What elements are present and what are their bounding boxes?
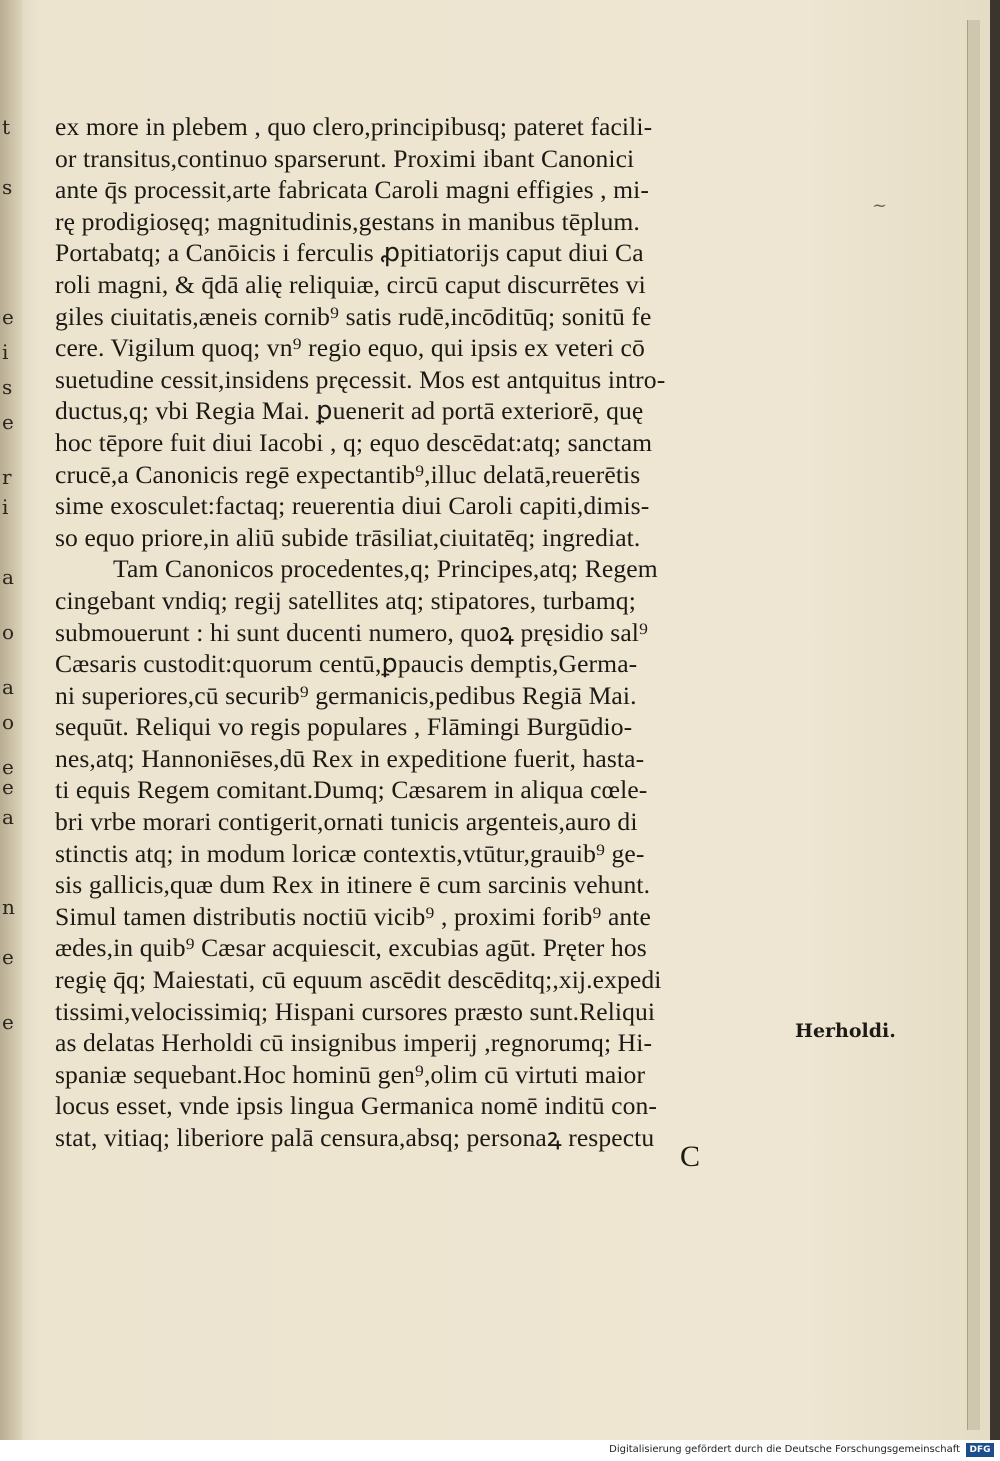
text-line: ductus,q; vbi Regia Mai. ꝑuenerit ad portā exteriorē, quę [55,396,644,426]
text-line: roli magni, & q̄dā alię reliquiæ, circū caput discurrētes vi [55,269,646,299]
text-line: Tam Canonicos procedentes,q; Principes,atq; Regem [113,554,658,584]
text-line: ni superiores,cū securib⁹ germanicis,pedibus Regiā Mai. [55,680,637,710]
gutter-letter: e [2,775,14,799]
gutter-letter: s [2,175,13,199]
text-line: cingebant vndiq; regij satellites atq; stipatores, turbamq; [55,585,636,615]
gutter-letter: s [2,375,13,399]
footer-text: Digitalisierung gefördert durch die Deutsche Forschungsgemeinschaft [609,1444,960,1455]
text-line: submouerunt : hi sunt ducenti numero, quoꝝ pręsidio sal⁹ [55,617,649,647]
gutter-letter: e [2,945,14,969]
dfg-logo: DFG [966,1443,994,1457]
gutter-letter: a [2,565,14,589]
margin-note: Herholdi. [795,1020,896,1042]
gutter-letter: a [2,805,14,829]
gutter-letter: i [2,340,9,364]
text-line: stinctis atq; in modum loricæ contextis,vtūtur,grauib⁹ ge- [55,838,645,868]
text-line: or transitus,continuo sparserunt. Proximi ibant Canonici [55,143,635,173]
body-text [55,111,785,1154]
text-line: locus esset, vnde ipsis lingua Germanica nomē inditū con- [55,1091,658,1121]
facing-page-edge [0,0,22,1440]
gutter-letter: n [2,895,15,919]
text-line: so equo priore,in aliū subide trāsiliat,ciuitatēq; ingrediat. [55,522,641,552]
text-line: regię q̄q; Maiestati, cū equum ascēdit descēditq;,xij.expedi [55,965,662,995]
text-line: crucē,a Canonicis regē expectantib⁹,illuc delatā,reuerētis [55,459,641,489]
text-line: ante q̄s processit,arte fabricata Caroli magni effigies , mi- [55,175,649,205]
text-line: cere. Vigilum quoq; vn⁹ regio equo, qui ipsis ex veteri cō [55,333,645,363]
text-line: suetudine cessit,insidens pręcessit. Mos est antquitus intro- [55,364,666,394]
text-line: nes,atq; Hannoniēses,dū Rex in expeditione fuerit, hasta- [55,743,645,773]
text-line: Simul tamen distributis noctiū vicib⁹ , proximi forib⁹ ante [55,901,651,931]
gutter-letter: e [2,410,14,434]
text-line: Portabatq; a Canōicis i ferculis ꝓpitiatorijs caput diui Ca [55,238,644,268]
gutter-letter: e [2,755,14,779]
text-line: spaniæ sequebant.Hoc hominū gen⁹,olim cū virtuti maior [55,1059,646,1089]
text-line: ex more in plebem , quo clero,principibusq; pateret facili- [55,112,653,141]
gutter-letter: t [2,115,11,139]
text-line: sis gallicis,quæ dum Rex in itinere ē cum sarcinis vehunt. [55,870,651,900]
text-line: as delatas Herholdi cū insignibus imperij ,regnorumq; Hi- [55,1028,653,1058]
margin-tick-mark: ~ [872,195,888,216]
gutter-letter: e [2,1010,14,1034]
gutter-letter: a [2,675,14,699]
text-line: tissimi,velocissimiq; Hispani cursores præsto sunt.Reliqui [55,996,656,1026]
text-line: giles ciuitatis,æneis cornib⁹ satis rudē,incōditūq; sonitū fe [55,301,652,331]
gutter-letter: r [2,465,12,489]
text-line: bri vrbe morari contigerit,ornati tunicis argenteis,auro di [55,807,638,837]
text-line: sequūt. Reliqui vo regis populares , Flāmingi Burgūdio- [55,712,633,742]
footer-bar [0,1440,1000,1461]
gutter-letter: e [2,305,14,329]
text-line: rę prodigiosęq; magnitudinis,gestans in manibus tēplum. [55,206,640,236]
text-line: ti equis Regem comitant.Dumq; Cæsarem in aliqua cœle- [55,775,648,805]
signature-mark: C [680,1140,701,1173]
page-edge-right [967,20,980,1430]
gutter-letter: o [2,710,15,734]
text-line: Cæsaris custodit:quorum centū,ꝑpaucis demptis,Germa- [55,649,638,679]
text-line: stat, vitiaq; liberiore palā censura,absq; personaꝝ respectu [55,1123,655,1152]
text-line: ædes,in quib⁹ Cæsar acquiescit, excubias agūt. Pręter hos [55,933,647,963]
text-line: hoc tēpore fuit diui Iacobi , q; equo descēdat:atq; sanctam [55,427,653,457]
gutter-letter: o [2,620,15,644]
gutter-letter: i [2,495,9,519]
text-line: sime exosculet:factaq; reuerentia diui Caroli capiti,dimis- [55,491,650,521]
